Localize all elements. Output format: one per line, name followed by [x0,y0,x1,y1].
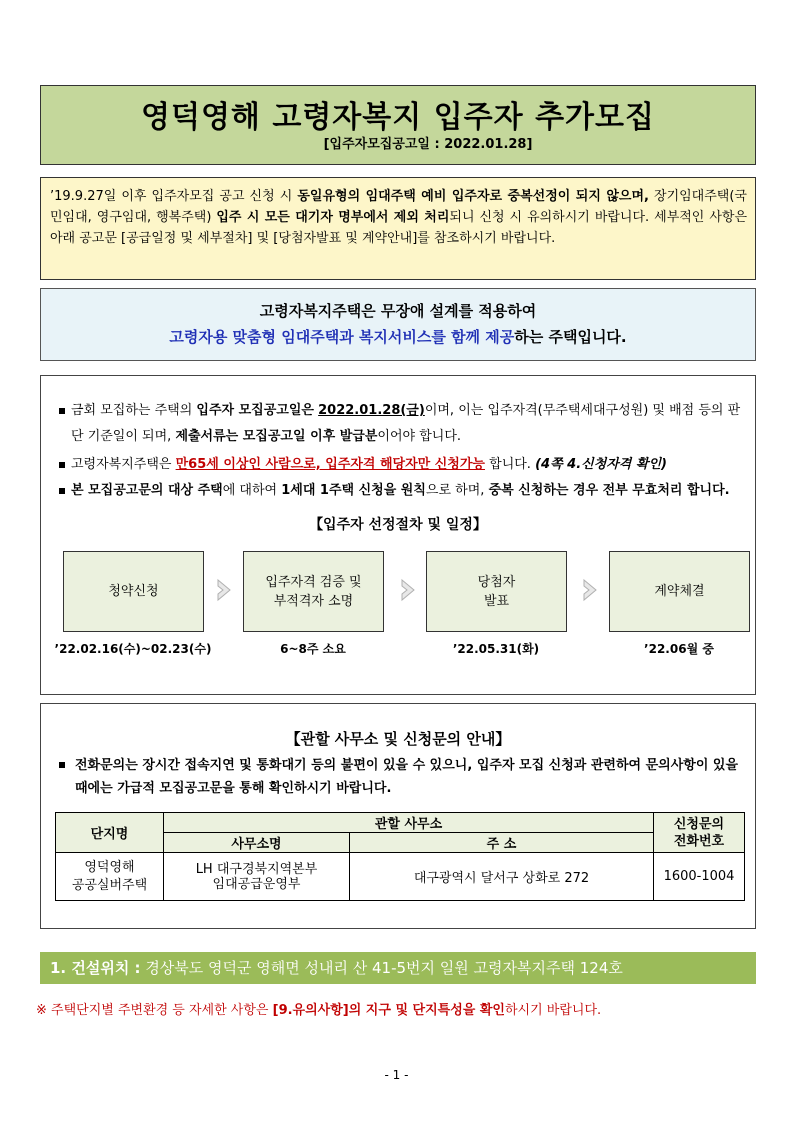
step-date: ’22.05.31(화) [452,642,540,656]
chevron-right-icon [399,578,417,602]
recruitment-info-box [40,375,756,695]
bullet-text: 이며, 이는 입주자격(무주택세대구성원) 및 배점 등의 판단 기준일이 되며, [71,403,741,444]
process-step-contract [609,551,750,632]
header-office-name: 사무소명 [164,833,350,853]
cell-complex [56,853,164,901]
page-title: 영덕영해 고령자복지 입주자 추가모집 [140,100,655,135]
bullet-item-duplicate [59,478,749,504]
intro-line-2-rest: 하는 주택입니다. [514,328,627,346]
bullet-text: 제출서류는 모집공고일 이후 발급분 [175,429,378,444]
cell-office [164,853,350,901]
cell-text: 임대공급운영부 [212,876,301,892]
header-phone-line: 전화번호 [673,833,725,849]
square-bullet-icon [59,762,65,768]
remark-text: 하시기 바랍니다. [504,1003,602,1018]
cell-text: LH 대구경북지역본부 [195,861,318,877]
office-bullet [59,754,749,800]
intro-line-1: 고령자복지주택은 무장애 설계를 적용하여 [259,302,537,320]
process-step-announce [426,551,567,632]
square-bullet-icon [59,488,65,494]
cell-phone: 1600-1004 [654,853,745,901]
remark-note [36,1001,766,1021]
title-box [40,85,756,165]
process-step-apply [63,551,204,632]
page-number: - 1 - [384,1068,409,1082]
announcement-date-highlight: 2022.01.28(금) [318,403,425,418]
intro-box [40,288,756,361]
office-table [55,812,745,901]
bullet-text: 본 모집공고문의 대상 주택 [71,483,223,498]
step-date: 6~8주 소요 [280,642,346,656]
bullet-text: 1세대 1주택 신청을 원칙 [281,483,426,498]
square-bullet-icon [59,408,65,414]
location-value: 경상북도 영덕군 영해면 성내리 산 41-5번지 일원 고령자복지주택 124호 [140,959,623,977]
bullet-text: 으로 하며, [425,483,489,498]
bullet-text: 에 대하여 [222,483,282,498]
cell-text: 공공실버주택 [71,877,148,893]
remark-text: ※ 주택단지별 주변환경 등 자세한 사항은 [36,1003,273,1018]
location-label: 1. 건설위치 : [50,959,141,977]
header-address: 주 소 [350,833,654,853]
chevron-right-icon [581,578,599,602]
bullet-item-announcement [59,398,749,450]
bullet-text: 합니다. [485,457,536,472]
notice-text-4: 입주 시 모든 대기자 명부에서 제외 처리 [216,210,450,225]
step-label: 발표 [483,593,510,609]
bullet-text: 중복 신청하는 경우 전부 무효처리 합니다. [488,483,730,498]
intro-highlight: 고령자용 맞춤형 임대주택과 복지서비스를 함께 제공 [169,328,515,346]
notice-text-5: 되니 신청 시 유의하시기 바랍니다. 세부적인 사항은 아래 공고문 [공급일정 및 세부절차] 및 [당첨자발표 및 계약안내]를 참조하시기 바랍니다. [50,210,748,246]
step-date: ’22.06월 중 [644,642,714,656]
notice-text-1: ’19.9.27일 이후 입주자모집 공고 신청 시 [50,189,298,204]
process-step-verify [243,551,384,632]
bullet-text: 이어야 합니다. [377,429,462,444]
step-label: 계약체결 [654,584,705,599]
notice-box [40,177,756,280]
header-phone [654,813,745,853]
step-label: 당첨자 [477,574,516,590]
intro-line-2 [41,323,755,351]
bullet-text: 고령자복지주택은 [71,457,176,472]
step-label: 청약신청 [108,584,159,599]
cell-text: 영덕영해 [84,859,135,875]
bullet-text: 입주자 모집공고일은 [196,403,314,418]
header-phone-line: 신청문의 [673,816,725,832]
header-office: 관할 사무소 [164,813,654,833]
step-date: ’22.02.16(수)~02.23(수) [54,642,212,656]
cell-address: 대구광역시 달서구 상화로 272 [350,853,654,901]
location-bar [40,952,756,984]
eligibility-reference: (4쪽 4.신청자격 확인) [535,457,667,472]
eligibility-highlight: 만65세 이상인 사람으로, 입주자격 해당자만 신청가능 [175,457,485,472]
office-bullet-text: 전화문의는 장시간 접속지연 및 통화대기 등의 불편이 있을 수 있으니, 입주자 모집 신청과 관련하여 문의사항이 있을 때에는 가급적 모집공고문을 통해 확인하시기 바랍니다. [75,758,739,796]
bullet-text: 금회 모집하는 주택의 [71,403,197,418]
notice-text-2: 동일유형의 임대주택 예비 입주자로 중복선정이 되지 않으며, [297,189,649,204]
announcement-date: [입주자모집공고일 : 2022.01.28] [323,137,533,152]
step-label: 부적격자 소명 [273,593,354,609]
chevron-right-icon [215,578,233,602]
process-title: 【입주자 선정절차 및 일정】 [309,517,487,533]
office-info-box [40,703,756,929]
square-bullet-icon [59,462,65,468]
header-complex: 단지명 [56,813,164,853]
table-row [56,853,745,901]
step-label: 입주자격 검증 및 [265,574,362,590]
remark-highlight: [9.유의사항]의 지구 및 단지특성을 확인 [272,1003,505,1018]
office-title: 【관할 사무소 및 신청문의 안내】 [285,730,511,748]
notice-text-3: 장기임대주택(국민임대, 영구임대, 행복주택) [50,189,747,225]
bullet-item-eligibility [59,452,749,478]
